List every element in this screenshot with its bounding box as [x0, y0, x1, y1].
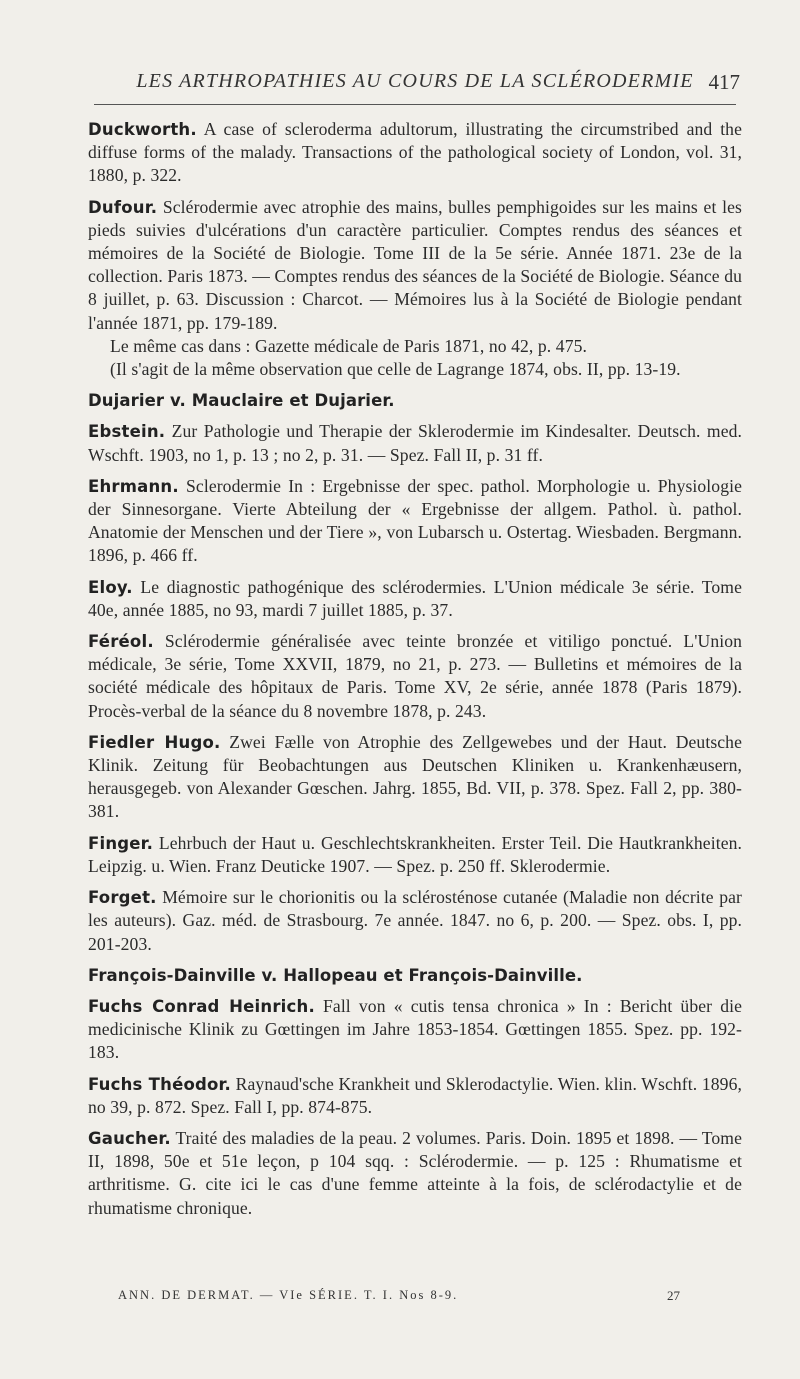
entry-author: Fuchs Théodor.	[88, 1074, 231, 1094]
page-footer	[118, 1288, 680, 1303]
bibliography-list	[88, 118, 742, 1228]
entry-paragraph	[88, 630, 742, 723]
bibliography-entry	[88, 995, 742, 1065]
entry-paragraph	[88, 731, 742, 824]
entry-paragraph	[88, 1073, 742, 1119]
entry-text: Sclerodermie In : Ergebnisse der spec. pathol. Morphologie u. Physiologie der Sinnesorgane. Vierte Abteilung der « Ergebnisse der allgem. Pathol. ù. pathol. Anatomie der Menschen und der Tiere », von Lubarsch u. Ostertag. Wiesbaden. Bergmann. 1896, p. 466 ff.	[88, 475, 742, 566]
entry-author: Féréol.	[88, 632, 154, 652]
bibliography-entry	[88, 576, 742, 622]
entry-text: Zur Pathologie und Therapie der Sklerodermie im Kindesalter. Deutsch. med. Wschft. 1903, no 1, p. 13 ; no 2, p. 31. — Spez. Fall II, p. 31 ff.	[88, 421, 742, 465]
running-header	[90, 70, 740, 93]
entry-author: Eloy.	[88, 577, 133, 597]
bibliography-entry	[88, 731, 742, 824]
bibliography-entry	[88, 196, 742, 382]
entry-paragraph	[88, 886, 742, 956]
entry-author: Gaucher.	[88, 1128, 171, 1148]
signature-mark: 27	[667, 1288, 680, 1303]
entry-text: Traité des maladies de la peau. 2 volumes. Paris. Doin. 1895 et 1898. — Tome II, 1898, 50e et 51e leçon, p 104 sqq. : Sclérodermie. — p. 125 : Rhumatisme et arthritisme. G. cite ici le cas d'une femme atteinte à la fois, de sclérodactylie et de rhumatisme chronique.	[88, 1127, 742, 1218]
entry-paragraph	[88, 995, 742, 1065]
entry-note: Le même cas dans : Gazette médicale de Paris 1871, no 42, p. 475.	[110, 335, 587, 356]
entry-text: Le diagnostic pathogénique des sclérodermies. L'Union médicale 3e série. Tome 40e, année 1885, no 93, mardi 7 juillet 1885, p. 37.	[88, 576, 742, 620]
entry-text: Sclérodermie généralisée avec teinte bronzée et vitiligo ponctué. L'Union médicale, 3e série, Tome XXVII, 1879, no 21, p. 273. — Bulletins et mémoires de la société médicale des hôpitaux de Paris. Tome XV, 2e série, année 1878 (Paris 1879). Procès-verbal de la séance du 8 novembre 1878, p. 243.	[88, 631, 742, 721]
entry-text: A case of scleroderma adultorum, illustrating the circumstribed and the diffuse forms of the malady. Transactions of the pathological society of London, vol. 31, 1880, p. 322.	[88, 119, 742, 186]
entry-author: Forget.	[88, 888, 157, 908]
header-rule	[94, 104, 736, 105]
entry-author: Ehrmann.	[88, 476, 179, 496]
entry-paragraph	[88, 1127, 742, 1220]
entry-paragraph	[88, 118, 742, 188]
entry-note: (Il s'agit de la même observation que celle de Lagrange 1874, obs. II, pp. 13-19.	[110, 359, 681, 380]
bibliography-entry	[88, 118, 742, 188]
entry-author: Fiedler Hugo.	[88, 732, 221, 752]
page-number: 417	[708, 70, 740, 94]
bibliography-entry	[88, 832, 742, 878]
entry-author: Dufour.	[88, 197, 158, 217]
entry-author: Duckworth.	[88, 120, 197, 139]
entry-author: Finger.	[88, 833, 154, 853]
entry-author: Fuchs Conrad Heinrich.	[88, 996, 315, 1016]
running-title: LES ARTHROPATHIES AU COURS DE LA SCLÉRODERMIE	[136, 70, 694, 92]
bibliography-entry	[88, 1127, 742, 1220]
entry-text: Lehrbuch der Haut u. Geschlechtskrankheiten. Erster Teil. Die Hautkrankheiten. Leipzig. u. Wien. Franz Deuticke 1907. — Spez. p. 250 ff. Sklerodermie.	[88, 832, 742, 876]
entry-paragraph	[88, 196, 742, 335]
entry-text: Fall von « cutis tensa chronica » In : Bericht über die medicinische Klinik zu Gœttingen im Jahre 1853-1854. Gœttingen 1855. Spez. pp. 192-183.	[88, 995, 742, 1063]
entry-text: Mémoire sur le chorionitis ou la sclérosténose cutanée (Maladie non décrite par les auteurs). Gaz. méd. de Strasbourg. 7e année. 1847. no 6, p. 200. — Spez. obs. I, pp. 201-203.	[88, 887, 742, 954]
cross-reference: Dujarier v. Mauclaire et Dujarier.	[88, 391, 395, 411]
bibliography-entry	[88, 886, 742, 956]
entry-author: Ebstein.	[88, 422, 166, 442]
bibliography-entry	[88, 475, 742, 568]
cross-reference: François-Dainville v. Hallopeau et François-Dainville.	[88, 965, 583, 985]
entry-paragraph	[88, 475, 742, 568]
entry-paragraph	[88, 420, 742, 466]
entry-paragraph	[88, 576, 742, 622]
entry-text: Sclérodermie avec atrophie des mains, bulles pemphigoides sur les mains et les pieds suivies d'ulcérations d'un caractère particulier. Comptes rendus des séances et mémoires de la Société de Biologie. Tome III de la 5e série. Année 1871. 23e de la collection. Paris 1873. — Comptes rendus des séances de la Société de Biologie. Séance du 8 juillet, p. 63. Discussion : Charcot. — Mémoires lus à la Société de Biologie pendant l'année 1871, pp. 179-189.	[88, 196, 742, 333]
bibliography-entry	[88, 1073, 742, 1119]
bibliography-entry	[88, 630, 742, 723]
entry-text: Zwei Fælle von Atrophie des Zellgewebes und der Haut. Deutsche Klinik. Zeitung für Beobachtungen aus Deutschen Kliniken u. Krankenhæusern, herausgegeb. von Alexander Gœschen. Jahrg. 1855, Bd. VII, p. 378. Spez. Fall 2, pp. 380-381.	[88, 731, 742, 822]
journal-footer: ANN. DE DERMAT. — VIe SÉRIE. T. I. Nos 8-9.	[118, 1288, 459, 1302]
entry-paragraph	[88, 832, 742, 878]
entry-text: Raynaud'sche Krankheit und Sklerodactylie. Wien. klin. Wschft. 1896, no 39, p. 872. Spez. Fall I, pp. 874-875.	[88, 1073, 742, 1117]
bibliography-entry	[88, 420, 742, 466]
